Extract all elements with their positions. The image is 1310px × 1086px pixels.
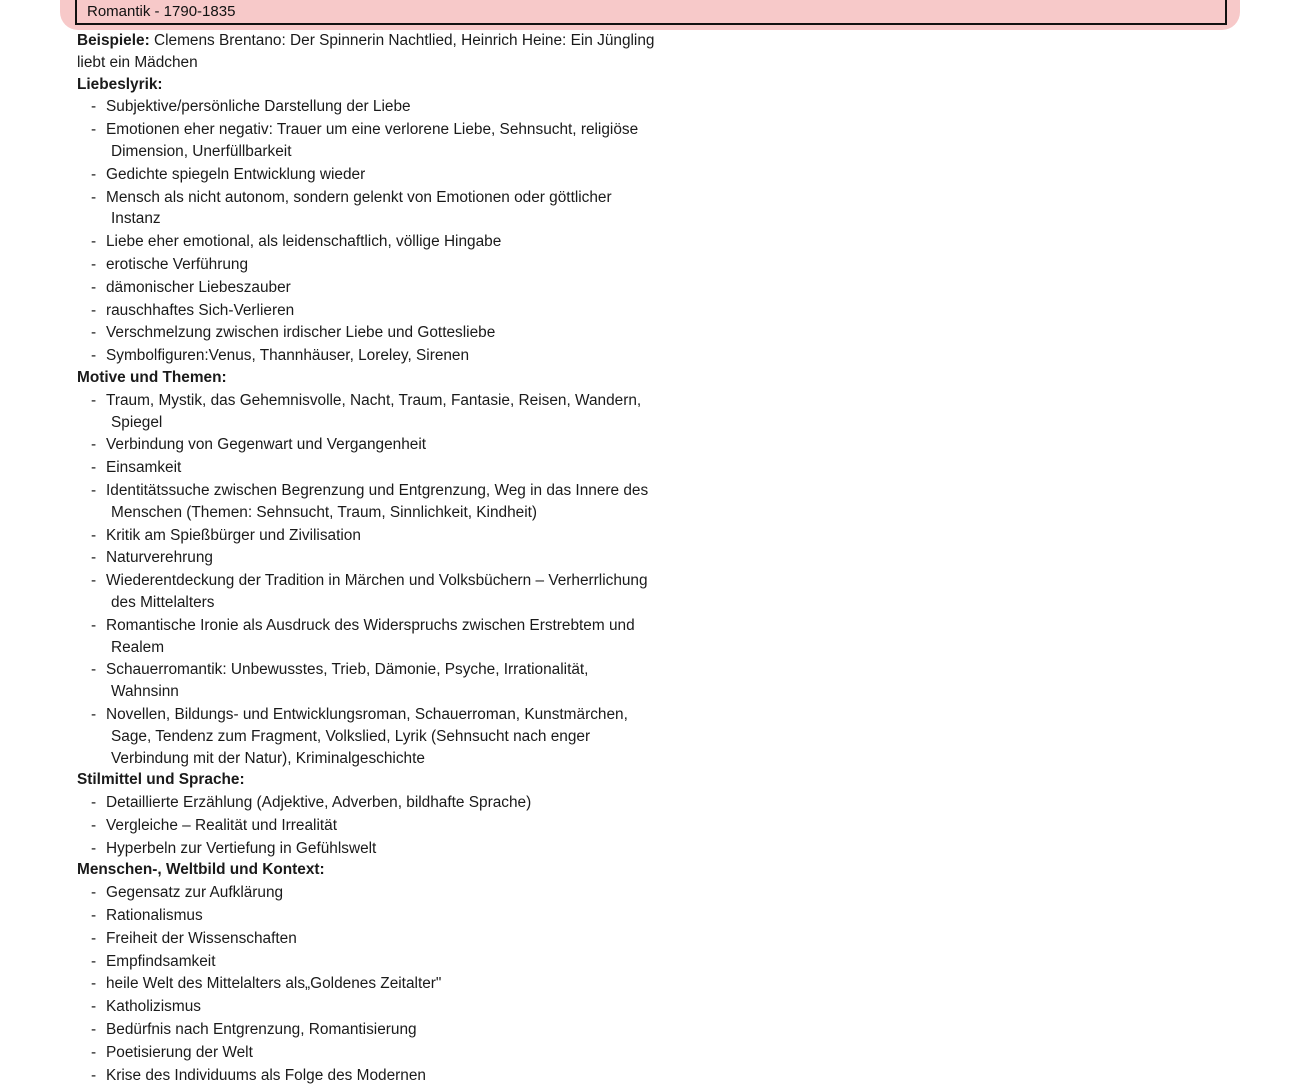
- list-item: [77, 973, 657, 995]
- list-item: [77, 457, 657, 479]
- list-item: [77, 547, 657, 569]
- sections-container: [77, 74, 657, 1086]
- list-item-text: dämonischer Liebeszauber: [106, 278, 291, 296]
- list-item-text: Subjektive/persönliche Darstellung der Liebe: [106, 98, 411, 116]
- intro-line-1: [77, 30, 657, 52]
- dash-bullet: -: [91, 165, 97, 183]
- list-item-text: Schauerromantik: Unbewusstes, Trieb, Dämonie, Psyche, Irrationalität,: [106, 661, 589, 679]
- list-item: [77, 882, 657, 904]
- list-item-text: Hyperbeln zur Vertiefung in Gefühlswelt: [106, 839, 377, 857]
- list-item-text: Detaillierte Erzählung (Adjektive, Adverben, bildhafte Sprache): [106, 794, 532, 812]
- bullet-list: [77, 882, 657, 1086]
- list-item: [77, 322, 657, 344]
- list-item: [77, 928, 657, 950]
- list-item-continuation: Menschen (Themen: Sehnsucht, Traum, Sinnlichkeit, Kindheit): [111, 503, 538, 521]
- dash-bullet: -: [91, 436, 97, 454]
- section-2: [77, 769, 657, 859]
- list-item-text: Naturverehrung: [106, 549, 213, 567]
- list-item-text: Traum, Mystik, das Gehemnisvolle, Nacht, Traum, Fantasie, Reisen, Wandern,: [106, 391, 642, 409]
- dash-bullet: -: [91, 98, 97, 116]
- dash-bullet: -: [91, 839, 97, 857]
- list-item: [77, 345, 657, 367]
- list-item-text: Verbindung von Gegenwart und Vergangenheit: [106, 436, 427, 454]
- list-item: [77, 187, 657, 231]
- document-body: [77, 30, 657, 1086]
- dash-bullet: -: [91, 616, 97, 634]
- intro-text-1: Clemens Brentano: Der Spinnerin Nachtlied, Heinrich Heine: Ein Jüngling: [154, 32, 655, 49]
- list-item-text: Identitätssuche zwischen Begrenzung und Entgrenzung, Weg in das Innere des: [106, 481, 649, 499]
- list-item-text: Katholizismus: [106, 998, 201, 1016]
- list-item: [77, 164, 657, 186]
- list-item-text: Vergleiche – Realität und Irrealität: [106, 816, 337, 834]
- dash-bullet: -: [91, 278, 97, 296]
- list-item: [77, 390, 657, 434]
- list-item-continuation: Realem: [111, 638, 165, 656]
- section-0: [77, 74, 657, 367]
- list-item-continuation: Sage, Tendenz zum Fragment, Volkslied, Lyrik (Sehnsucht nach enger: [111, 727, 591, 745]
- bullet-list: [77, 390, 657, 770]
- dash-bullet: -: [91, 188, 97, 206]
- list-item: [77, 792, 657, 814]
- list-item-text: heile Welt des Mittelalters als„Goldenes Zeitalter": [106, 975, 442, 993]
- list-item: [77, 704, 657, 769]
- dash-bullet: -: [91, 952, 97, 970]
- list-item: [77, 1065, 657, 1086]
- bullet-list: [77, 792, 657, 859]
- dash-bullet: -: [91, 816, 97, 834]
- dash-bullet: -: [91, 1021, 97, 1039]
- dash-bullet: -: [91, 324, 97, 342]
- list-item: [77, 300, 657, 322]
- list-item-text: Empfindsamkeit: [106, 952, 216, 970]
- dash-bullet: -: [91, 549, 97, 567]
- list-item-text: Gedichte spiegeln Entwicklung wieder: [106, 165, 366, 183]
- list-item: [77, 1042, 657, 1064]
- dash-bullet: -: [91, 929, 97, 947]
- list-item-text: Einsamkeit: [106, 459, 182, 477]
- list-item-continuation: Spiegel: [111, 413, 163, 431]
- dash-bullet: -: [91, 459, 97, 477]
- list-item: [77, 838, 657, 860]
- section-heading: Menschen-, Weltbild und Kontext:: [77, 861, 325, 879]
- list-item-text: Rationalismus: [106, 907, 203, 925]
- list-item-continuation: Wahnsinn: [111, 683, 179, 701]
- list-item-continuation: Dimension, Unerfüllbarkeit: [111, 142, 292, 160]
- list-item-text: Wiederentdeckung der Tradition in Märchen und Volksbüchern – Verherrlichung: [106, 572, 648, 590]
- bullet-list: [77, 96, 657, 367]
- dash-bullet: -: [91, 705, 97, 723]
- list-item: [77, 434, 657, 456]
- section-1: [77, 367, 657, 769]
- list-item-text: Liebe eher emotional, als leidenschaftlich, völlige Hingabe: [106, 233, 502, 251]
- list-item-text: Symbolfiguren:Venus, Thannhäuser, Loreley, Sirenen: [106, 347, 470, 365]
- list-item-text: Bedürfnis nach Entgrenzung, Romantisierung: [106, 1021, 417, 1039]
- list-item-text: erotische Verführung: [106, 255, 249, 273]
- dash-bullet: -: [91, 481, 97, 499]
- list-item: [77, 277, 657, 299]
- list-item: [77, 254, 657, 276]
- list-item-text: Gegensatz zur Aufklärung: [106, 884, 284, 902]
- dash-bullet: -: [91, 391, 97, 409]
- dash-bullet: -: [91, 347, 97, 365]
- list-item-text: Novellen, Bildungs- und Entwicklungsroman, Schauerroman, Kunstmärchen,: [106, 705, 628, 723]
- list-item: [77, 480, 657, 524]
- list-item-continuation: Instanz: [111, 210, 161, 228]
- list-item: [77, 815, 657, 837]
- list-item-text: Poetisierung der Welt: [106, 1043, 253, 1061]
- intro-label: Beispiele:: [77, 32, 150, 49]
- list-item: [77, 525, 657, 547]
- dash-bullet: -: [91, 907, 97, 925]
- list-item: [77, 615, 657, 659]
- list-item-text: Emotionen eher negativ: Trauer um eine verlorene Liebe, Sehnsucht, religiöse: [106, 121, 639, 139]
- dash-bullet: -: [91, 572, 97, 590]
- dash-bullet: -: [91, 301, 97, 319]
- page-title: Romantik - 1790-1835: [87, 3, 236, 20]
- dash-bullet: -: [91, 975, 97, 993]
- intro-paragraph: [77, 30, 657, 74]
- dash-bullet: -: [91, 1043, 97, 1061]
- list-item-continuation: Verbindung mit der Natur), Kriminalgeschichte: [111, 749, 425, 767]
- dash-bullet: -: [91, 884, 97, 902]
- dash-bullet: -: [91, 998, 97, 1016]
- list-item-text: rauschhaftes Sich-Verlieren: [106, 301, 295, 319]
- section-heading: Liebeslyrik:: [77, 75, 163, 93]
- list-item: [77, 119, 657, 163]
- list-item-text: Kritik am Spießbürger und Zivilisation: [106, 526, 361, 544]
- dash-bullet: -: [91, 661, 97, 679]
- list-item-text: Romantische Ironie als Ausdruck des Widerspruchs zwischen Erstrebtem und: [106, 616, 635, 634]
- section-heading: Stilmittel und Sprache:: [77, 771, 245, 789]
- list-item: [77, 1019, 657, 1041]
- list-item-text: Mensch als nicht autonom, sondern gelenkt von Emotionen oder göttlicher: [106, 188, 612, 206]
- list-item: [77, 231, 657, 253]
- intro-line-2: liebt ein Mädchen: [77, 53, 198, 71]
- list-item: [77, 570, 657, 614]
- list-item-text: Freiheit der Wissenschaften: [106, 929, 297, 947]
- header-box: [75, 0, 1227, 25]
- dash-bullet: -: [91, 794, 97, 812]
- list-item: [77, 996, 657, 1018]
- list-item-continuation: des Mittelalters: [111, 593, 215, 611]
- section-heading: Motive und Themen:: [77, 368, 227, 386]
- dash-bullet: -: [91, 121, 97, 139]
- dash-bullet: -: [91, 1066, 97, 1084]
- dash-bullet: -: [91, 255, 97, 273]
- list-item-text: Verschmelzung zwischen irdischer Liebe und Gottesliebe: [106, 324, 496, 342]
- list-item: [77, 659, 657, 703]
- list-item: [77, 951, 657, 973]
- list-item: [77, 905, 657, 927]
- list-item-text: Krise des Individuums als Folge des Modernen: [106, 1066, 426, 1084]
- section-3: [77, 859, 657, 1086]
- dash-bullet: -: [91, 526, 97, 544]
- dash-bullet: -: [91, 233, 97, 251]
- list-item: [77, 96, 657, 118]
